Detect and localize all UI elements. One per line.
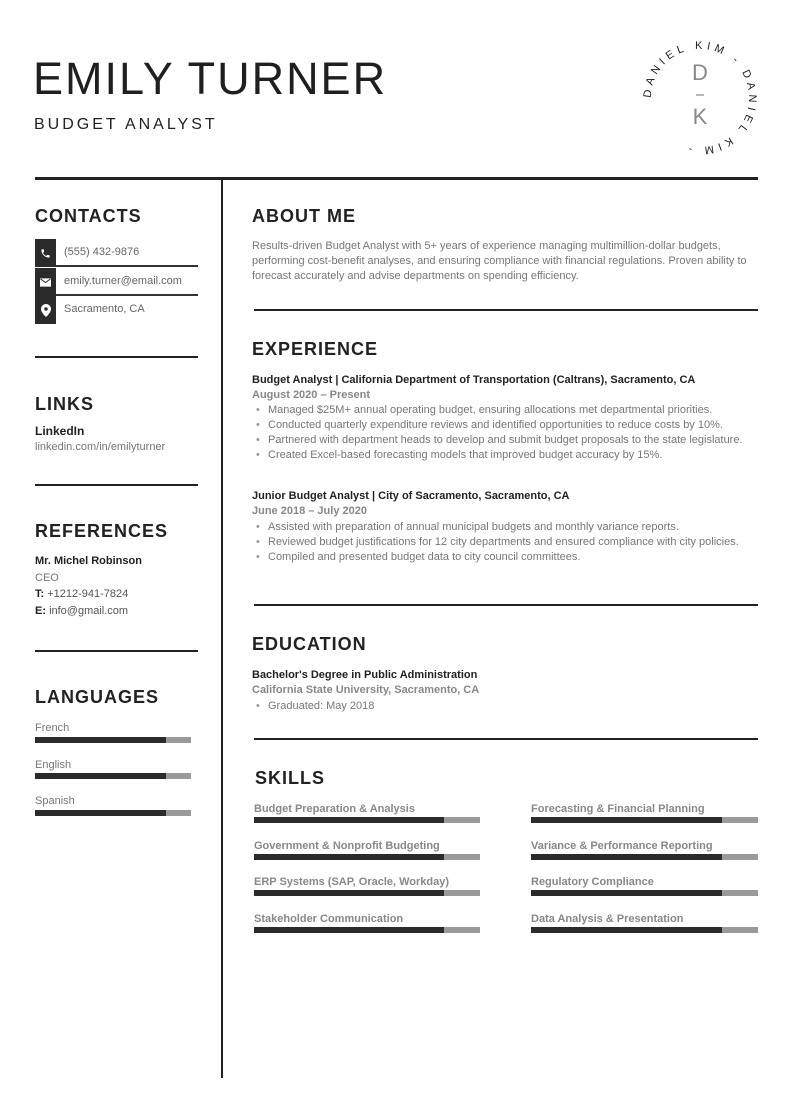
- list-item: • Graduated: May 2018: [252, 699, 758, 714]
- education-heading: EDUCATION: [252, 634, 367, 654]
- skill-bar: [254, 854, 480, 860]
- svg-text:DANIEL KIM - DANIEL KIM -: [642, 40, 759, 156]
- reference-phone: T: +1212-941-7824: [35, 588, 129, 600]
- candidate-name: EMILY TURNER: [33, 53, 388, 104]
- contact-location-text: Sacramento, CA: [64, 303, 145, 315]
- contact-location: [35, 296, 198, 324]
- skill-bar: [254, 890, 480, 896]
- language-spanish-bar: [35, 810, 191, 816]
- skill-label: Regulatory Compliance: [531, 876, 654, 888]
- skill-bar: [254, 927, 480, 933]
- education-degree: Bachelor's Degree in Public Administration: [252, 669, 478, 681]
- monogram-seal: [638, 36, 762, 160]
- linkedin-url[interactable]: linkedin.com/in/emilyturner: [35, 441, 166, 453]
- about-heading: ABOUT ME: [252, 206, 356, 226]
- list-item: • Reviewed budget justifications for 12 city departments and ensured compliance with city policies.: [252, 535, 758, 550]
- about-text: Results-driven Budget Analyst with 5+ years of experience managing multimillion-dollar budgets, performing cost-benefit analyses, and ensuring compliance with financial regulations. Proven ability to forecast accurately and advise departments on spending efficiency.: [252, 240, 747, 282]
- references-heading: REFERENCES: [35, 521, 169, 541]
- skill-label: Government & Nonprofit Budgeting: [254, 840, 440, 852]
- list-item: • Assisted with preparation of annual municipal budgets and monthly variance reports.: [252, 520, 758, 535]
- skill-label: Data Analysis & Presentation: [531, 913, 684, 925]
- language-spanish-label: Spanish: [35, 795, 75, 807]
- candidate-role: BUDGET ANALYST: [34, 116, 218, 133]
- reference-name: Mr. Michel Robinson: [35, 555, 142, 567]
- sidebar-divider: [35, 650, 198, 652]
- contact-phone-text: (555) 432-9876: [64, 246, 140, 258]
- sidebar-divider: [35, 356, 198, 358]
- job-1-title: Budget Analyst | California Department of Transportation (Caltrans), Sacramento, CA: [252, 374, 696, 386]
- section-divider: [254, 309, 758, 311]
- job-2-bullets: [252, 520, 758, 565]
- experience-heading: EXPERIENCE: [252, 339, 379, 359]
- skill-bar: [254, 817, 480, 823]
- reference-title: CEO: [35, 572, 59, 584]
- links-heading: LINKS: [35, 394, 94, 414]
- skill-bar: [531, 817, 758, 823]
- skill-bar: [531, 854, 758, 860]
- monogram-ring-text: DANIEL KIM - DANIEL KIM -: [641, 39, 759, 157]
- monogram-letter-k: K: [692, 104, 708, 129]
- language-french-label: French: [35, 722, 70, 734]
- skill-bar: [531, 927, 758, 933]
- language-english-label: English: [35, 759, 72, 771]
- skill-label: Variance & Performance Reporting: [531, 840, 713, 852]
- contacts-heading: CONTACTS: [35, 206, 142, 226]
- job-2-date: June 2018 – July 2020: [252, 505, 367, 517]
- list-item: • Conducted quarterly expenditure reviews and identified opportunities to reduce costs by 10%.: [252, 418, 758, 433]
- skills-heading: SKILLS: [255, 768, 326, 788]
- phone-icon: [35, 239, 56, 267]
- sidebar-divider: [35, 484, 198, 486]
- language-english-bar: [35, 773, 191, 779]
- reference-email: E: info@gmail.com: [35, 605, 129, 617]
- job-1-date: August 2020 – Present: [252, 389, 370, 401]
- skill-label: Forecasting & Financial Planning: [531, 803, 705, 815]
- skill-label: Budget Preparation & Analysis: [254, 803, 415, 815]
- section-divider: [254, 604, 758, 606]
- job-1-bullets: [252, 403, 758, 463]
- linkedin-label: LinkedIn: [35, 424, 85, 438]
- skill-bar: [531, 890, 758, 896]
- location-pin-icon: [35, 296, 56, 324]
- language-french-bar: [35, 737, 191, 743]
- skill-label: Stakeholder Communication: [254, 913, 404, 925]
- contact-email-text[interactable]: emily.turner@email.com: [64, 275, 182, 287]
- list-item: • Compiled and presented budget data to city council committees.: [252, 550, 758, 565]
- skill-label: ERP Systems (SAP, Oracle, Workday): [254, 876, 450, 888]
- email-icon: [35, 268, 56, 296]
- contact-phone: [35, 239, 198, 267]
- education-bullets: [252, 699, 758, 714]
- languages-heading: LANGUAGES: [35, 687, 160, 707]
- job-2-title: Junior Budget Analyst | City of Sacramento, Sacramento, CA: [252, 490, 570, 502]
- list-item: • Managed $25M+ annual operating budget, ensuring allocations met departmental priorities.: [252, 403, 758, 418]
- resume-header: [0, 0, 794, 178]
- section-divider: [254, 738, 758, 740]
- column-divider: [221, 178, 223, 1078]
- list-item: • Partnered with department heads to develop and submit budget proposals to the state legislature.: [252, 433, 758, 448]
- list-item: • Created Excel-based forecasting models that improved budget accuracy by 15%.: [252, 448, 758, 463]
- education-school: California State University, Sacramento, CA: [252, 684, 480, 696]
- monogram-letter-d: D: [692, 60, 708, 85]
- header-divider: [35, 177, 758, 180]
- contact-email: [35, 268, 198, 296]
